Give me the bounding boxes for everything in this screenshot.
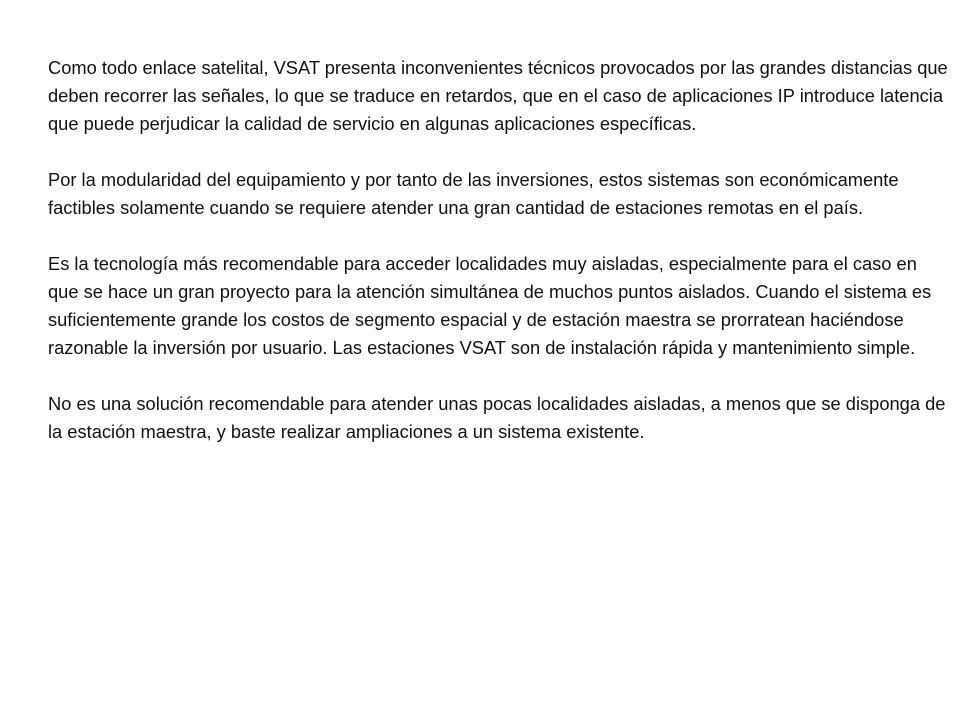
paragraph-modularity: Por la modularidad del equipamiento y por tanto de las inversiones, estos sistemas son económicamente factibles solamente cuando se requiere atender una gran cantidad de estaciones remotas en el país. [48, 169, 899, 218]
paragraph-not-recommended: No es una solución recomendable para atender unas pocas localidades aisladas, a menos que se disponga de la estación maestra, y baste realizar ampliaciones a un sistema existente. [48, 393, 946, 442]
paragraph-recommendation: Es la tecnología más recomendable para acceder localidades muy aisladas, especialmente para el caso en que se hace un gran proyecto para la atención simultánea de muchos puntos aislados. Cuando el sistema es suficientemente grande los costos de segmento espacial y de estación maestra se prorratean haciéndose razonable la inversión por usuario. Las estaciones VSAT son de instalación rápida y mantenimiento simple. [48, 253, 932, 358]
slide-body-text [48, 54, 948, 474]
paragraph-latency: Como todo enlace satelital, VSAT presenta inconvenientes técnicos provocados por las grandes distancias que deben recorrer las señales, lo que se traduce en retardos, que en el caso de aplicaciones IP introduce latencia que puede perjudicar la calidad de servicio en algunas aplicaciones específicas. [48, 57, 948, 134]
